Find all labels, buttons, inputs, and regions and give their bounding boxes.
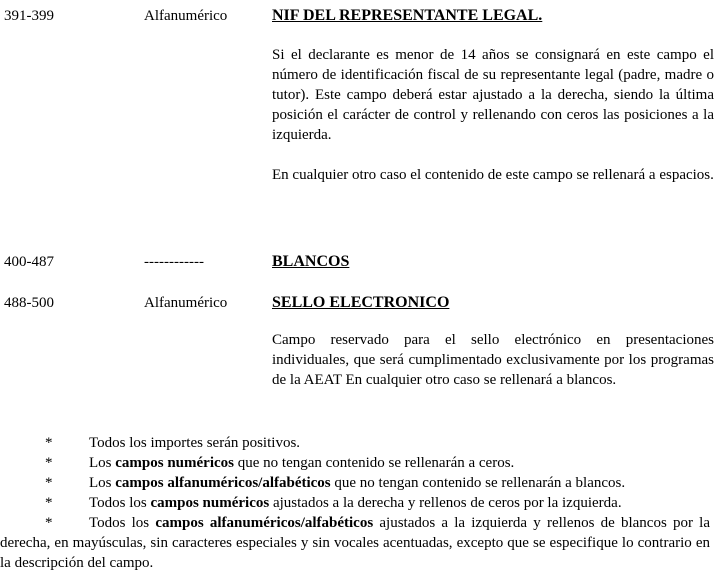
description-paragraph: Campo reservado para el sello electrónico en presentaciones individuales, que será cumplimentado exclusivamente por los programas de la AEAT En cualquier otro caso se rellenará a blancos.: [272, 332, 714, 388]
description-paragraph: Si el declarante es menor de 14 años se consignará en este campo el número de identificación fiscal de su representante legal (padre, madre o tutor). Este campo deberá estar ajustado a la derecha, siendo la última posición el carácter de control y rellenando con ceros las posiciones a la izquierda.: [272, 47, 714, 143]
note-text: Los campos alfanuméricos/alfabéticos que no tengan contenido se rellenarán a blancos.: [89, 475, 626, 491]
note-item: [0, 433, 720, 453]
bullet-asterisk: *: [45, 435, 53, 451]
field-position: 391-399: [4, 8, 54, 24]
bullet-asterisk: *: [45, 475, 53, 491]
general-notes: [0, 433, 720, 573]
bullet-asterisk: *: [45, 495, 53, 511]
note-emphasis: campos alfanuméricos/alfabéticos: [155, 515, 374, 531]
note-emphasis: campos numéricos: [115, 455, 234, 471]
bullet-asterisk: *: [45, 515, 53, 531]
note-item: [0, 493, 720, 513]
field-title: BLANCOS: [272, 253, 350, 270]
note-text: Todos los importes serán positivos.: [89, 435, 301, 451]
note-text: Todos los campos numéricos ajustados a la derecha y rellenos de ceros por la izquierda.: [89, 495, 622, 511]
note-emphasis: campos numéricos: [150, 495, 270, 511]
field-type: Alfanumérico: [144, 295, 228, 311]
field-position: 400-487: [4, 254, 54, 270]
field-description: [272, 330, 714, 390]
note-emphasis: campos alfanuméricos/alfabéticos: [115, 475, 331, 491]
field-description: [272, 45, 714, 185]
field-position: 488-500: [4, 295, 54, 311]
field-title: SELLO ELECTRONICO: [272, 294, 450, 311]
note-item: [0, 513, 720, 573]
description-paragraph: En cualquier otro caso el contenido de este campo se rellenará a espacios.: [272, 167, 714, 183]
note-item: [0, 453, 720, 473]
field-type: Alfanumérico: [144, 8, 228, 24]
bullet-asterisk: *: [45, 455, 53, 471]
note-item: [0, 473, 720, 493]
field-title: NIF DEL REPRESENTANTE LEGAL.: [272, 7, 543, 24]
note-text: Los campos numéricos que no tengan contenido se rellenarán a ceros.: [89, 455, 515, 471]
note-text: Todos los campos alfanuméricos/alfabéticos ajustados a la izquierda y rellenos de blancos por la derecha, en mayúsculas, sin caracteres especiales y sin vocales acentuadas, excepto que se especifique lo contrario en la descripción del campo.: [0, 515, 710, 571]
field-type: ------------: [144, 254, 204, 270]
